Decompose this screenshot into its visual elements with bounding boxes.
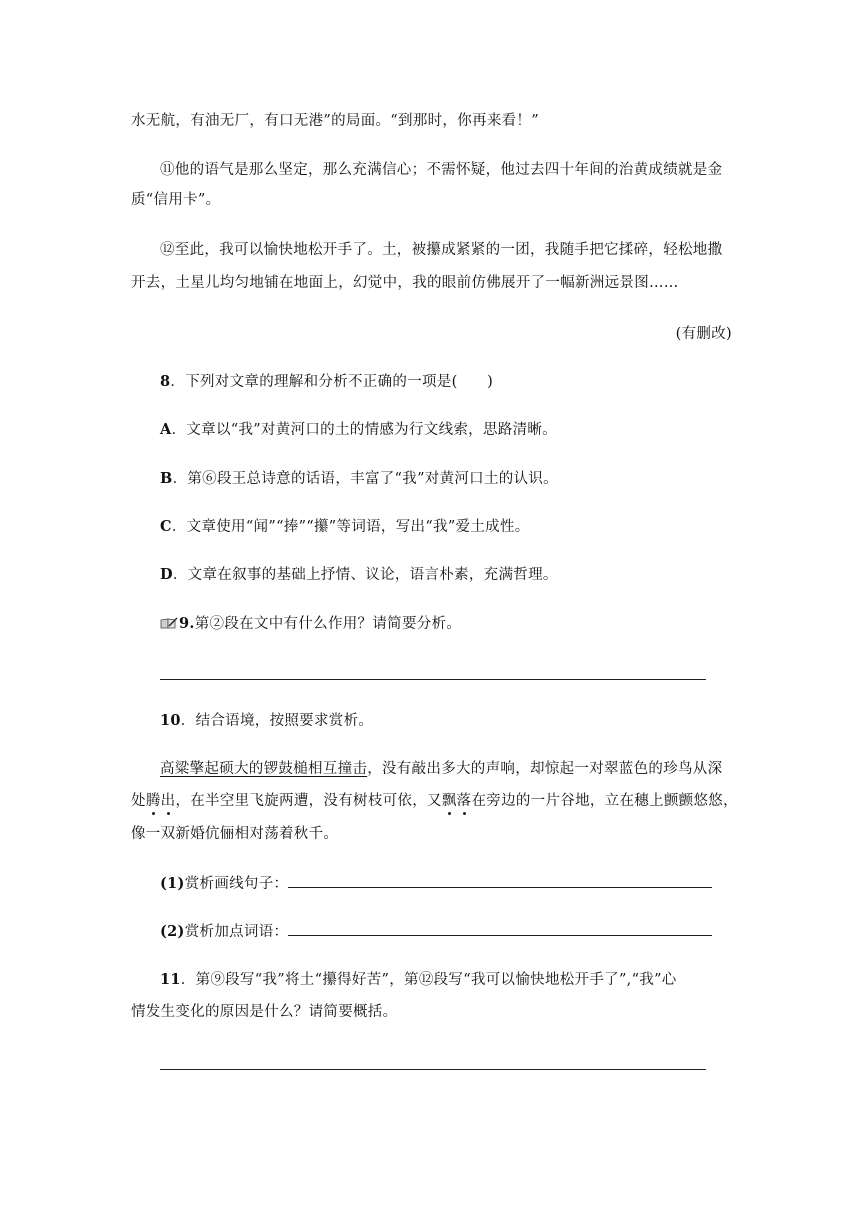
question-number: 10 — [160, 712, 181, 729]
sub-question-text: 赏析画线句子： — [184, 876, 289, 892]
option-letter: B — [160, 470, 173, 487]
passage-paragraph-11-line2: 质“信用卡”。 — [131, 192, 221, 208]
question-10-sub1 — [160, 873, 732, 894]
dotted-char: 落 — [456, 793, 472, 809]
question-text: ．结合语境，按照要求赏析。 — [180, 713, 374, 729]
sub-question-text: 赏析加点词语： — [184, 924, 289, 940]
question-10-stem — [160, 711, 732, 731]
answer-blank-sub2[interactable] — [288, 921, 712, 936]
option-a[interactable] — [160, 420, 732, 440]
sub-question-number: (2) — [160, 923, 185, 940]
option-text: ．文章以“我”对黄河口的土的情感为行文线索，思路清晰。 — [171, 422, 557, 438]
underlined-sentence: 高粱擎起硕大的锣鼓槌相互撞击 — [160, 761, 368, 777]
dotted-char: 飘 — [441, 793, 457, 809]
question-text: ．下列对文章的理解和分析不正确的一项是( ) — [170, 374, 494, 390]
question-number: 9. — [179, 615, 195, 632]
question-8-stem — [160, 372, 732, 392]
answer-blank-sub1[interactable] — [288, 873, 712, 888]
question-text: 第②段在文中有什么作用？请简要分析。 — [194, 616, 462, 632]
quote-text: ，在半空里飞旋两遭，没有树枝可依，又 — [175, 793, 442, 809]
dotted-char: 腾 — [145, 793, 161, 809]
passage-paragraph-11-line1: ⑪他的语气是那么坚定，那么充满信心；不需怀疑，他过去四十年间的治黄成绩就是金 — [160, 162, 723, 178]
dotted-char: 出 — [160, 793, 176, 809]
question-number: 11 — [160, 971, 181, 988]
answer-line-q11[interactable] — [160, 1069, 706, 1070]
quote-line2 — [131, 791, 738, 811]
option-letter: D — [160, 566, 173, 583]
question-10-sub2 — [160, 921, 732, 942]
option-d[interactable] — [160, 565, 732, 585]
question-text: ．第⑨段写“我”将土“攥得好苦”，第⑫段写“我可以愉快地松开手了”,“我”心 — [180, 972, 677, 988]
passage-paragraph-end: 水无航，有油无厂，有口无港”的局面。“到那时，你再来看！” — [131, 113, 539, 129]
option-b[interactable] — [160, 469, 732, 489]
source-note: (有删改) — [675, 326, 732, 342]
option-letter: A — [160, 421, 172, 438]
passage-paragraph-12-line1: ⑫至此，我可以愉快地松开手了。土，被攥成紧紧的一团，我随手把它揉碎，轻松地撒 — [160, 242, 723, 258]
option-c[interactable] — [160, 517, 732, 537]
question-number: 8 — [160, 373, 171, 390]
quote-text: 处 — [131, 793, 146, 809]
option-letter: C — [160, 518, 172, 535]
question-11-stem-line2: 情发生变化的原因是什么？请简要概括。 — [131, 1004, 398, 1020]
option-text: ．第⑥段王总诗意的话语，丰富了“我”对黄河口土的认识。 — [172, 471, 558, 487]
sub-question-number: (1) — [160, 875, 185, 892]
question-9-stem — [160, 614, 732, 634]
quote-line1 — [160, 759, 732, 779]
question-11-stem-line1 — [160, 970, 732, 990]
quote-text: ，没有敲出多大的声响，却惊起一对翠蓝色的珍鸟从深 — [367, 761, 723, 777]
option-text: ．文章在叙事的基础上抒情、议论，语言朴素，充满哲理。 — [172, 567, 558, 583]
answer-line-q9[interactable] — [160, 679, 706, 680]
passage-paragraph-12-line2: 开去，土星儿均匀地铺在地面上，幻觉中，我的眼前仿佛展开了一幅新洲远景图…… — [131, 275, 679, 291]
option-text: ．文章使用“闻”“捧”“攥”等词语，写出“我”爱土成性。 — [171, 519, 530, 535]
book-pen-icon — [160, 615, 178, 627]
quote-text: 在旁边的一片谷地，立在穗上颤颤悠悠， — [471, 793, 738, 809]
quote-line3: 像一双新婚伉俪相对荡着秋千。 — [131, 826, 339, 842]
